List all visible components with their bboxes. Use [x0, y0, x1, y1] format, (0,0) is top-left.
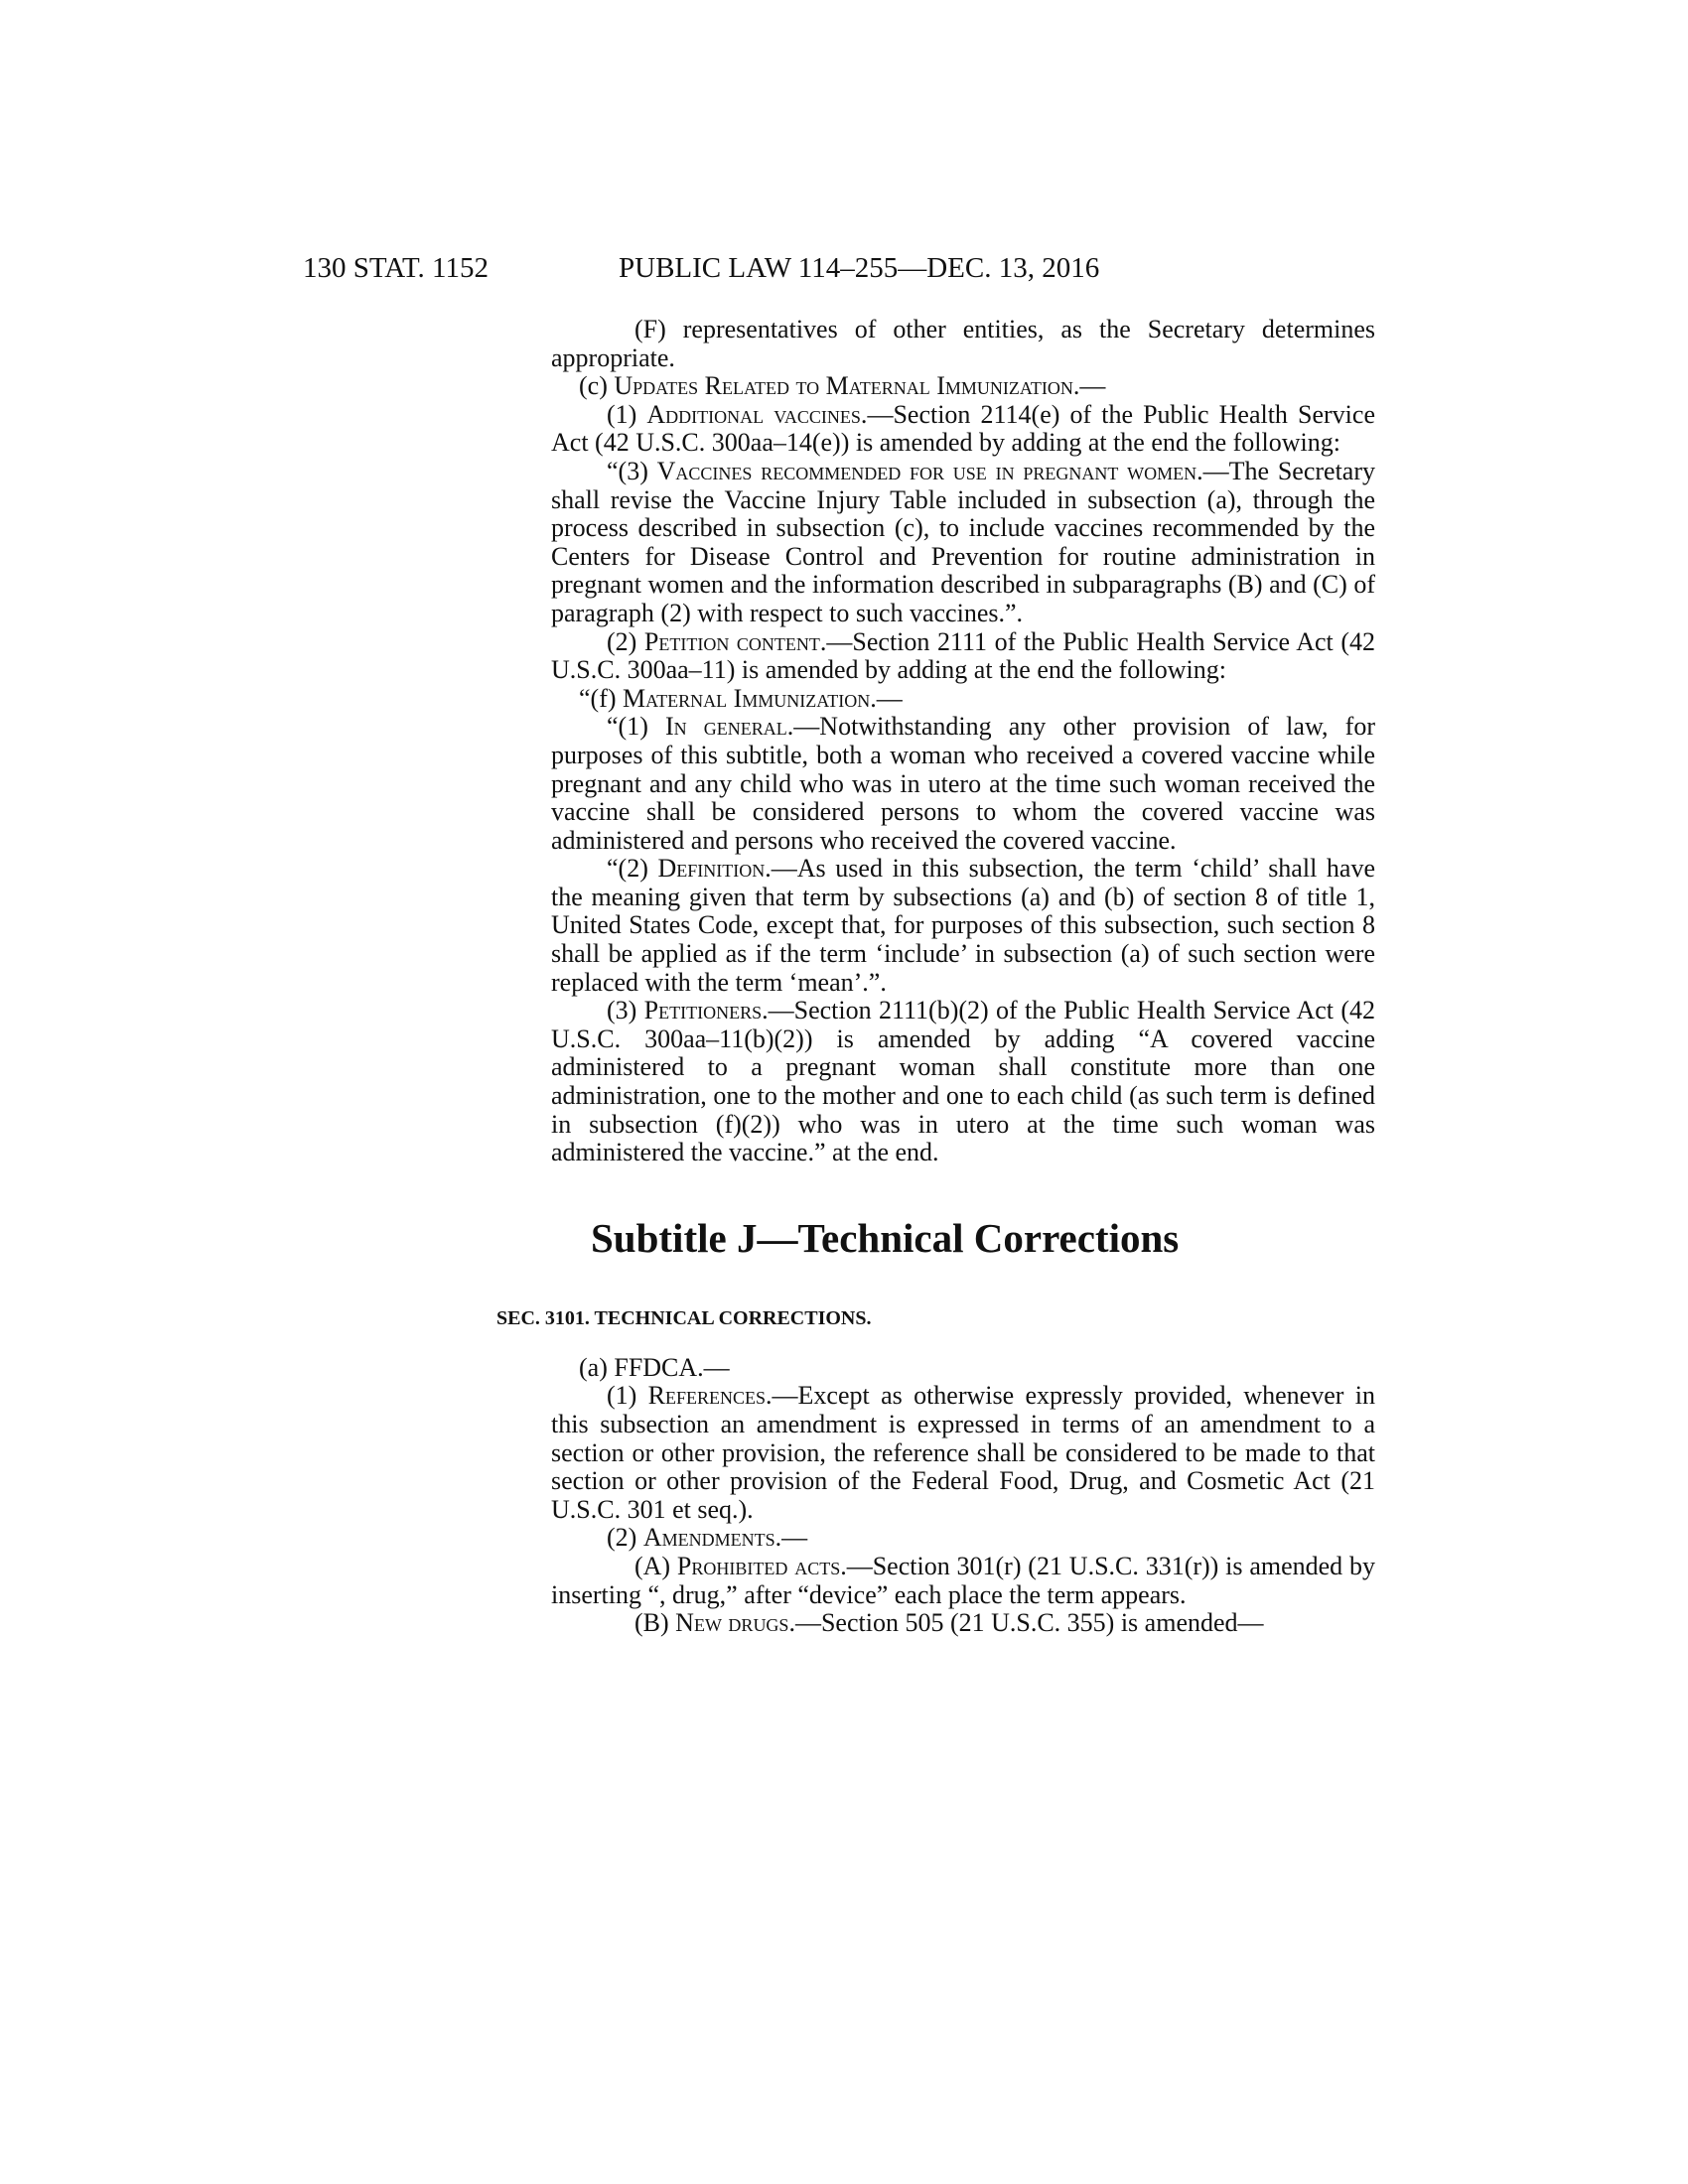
paragraph-f-representatives: (F) representatives of other entities, as the Secretary determines appropriate.	[551, 315, 1375, 372]
heading-vaccines-pregnant-women: Vaccines recommended for use in pregnant women.	[656, 456, 1203, 485]
heading-petition-content: Petition content.	[643, 626, 827, 656]
paragraph-a-prohibited-acts: (A) Prohibited acts.—Section 301(r) (21 U.S.C. 331(r)) is amended by inserting “, drug,” after “device” each place the term appears.	[551, 1551, 1375, 1609]
heading-additional-vaccines: Additional vaccines.	[646, 399, 868, 429]
paragraph-c-maternal-immunization-updates: (c) Updates Related to Maternal Immunization.—	[579, 371, 1106, 401]
paragraph-1-in-general: “(1) In general.—Notwithstanding any other provision of law, for purposes of this subtitle, both a woman who received a covered vaccine while pregnant and any child who was in utero at the time such woman received the vaccine shall be considered persons to whom the covered vaccine was administered and persons who received the covered vaccine.	[551, 712, 1375, 855]
paragraph-a-ffdca: (a) FFDCA.—	[579, 1352, 730, 1382]
paragraph-3-petitioners: (3) Petitioners.—Section 2111(b)(2) of the Public Health Service Act (42 U.S.C. 300aa–11(b)(2)) is amended by adding “A covered vaccine administered to a pregnant woman shall constitute more than one administration, one to the mother and one to each child (as such term is defined in subsection (f)(2)) who was in utero at the time such woman was administered the vaccine.” at the end.	[551, 996, 1375, 1167]
heading-new-drugs: New drugs.	[675, 1608, 795, 1638]
section-heading: SEC. 3101. TECHNICAL CORRECTIONS.	[496, 1306, 872, 1329]
paragraph-f-maternal-immunization: “(f) Maternal Immunization.—	[579, 683, 903, 713]
heading-prohibited-acts: Prohibited acts.	[676, 1551, 847, 1580]
paragraph-3-vaccines-pregnant-women: “(3) Vaccines recommended for use in pregnant women.—The Secretary shall revise the Vaccine Injury Table included in subsection (a), through the process described in subsection (c), to include vaccines recommended by the Centers for Disease Control and Prevention for routine administration in pregnant women and the information described in subparagraphs (B) and (C) of paragraph (2) with respect to such vaccines.”.	[551, 456, 1375, 627]
heading-in-general: In general.	[665, 712, 794, 742]
document-body	[496, 315, 1376, 1638]
heading-maternal-immunization: Maternal Immunization.—	[623, 683, 903, 713]
paragraph-2-amendments: (2) Amendments.—	[607, 1523, 808, 1553]
heading-amendments: Amendments.—	[642, 1523, 808, 1553]
stat-reference: 130 STAT. 1152	[303, 252, 489, 284]
paragraph-2-petition-content: (2) Petition content.—Section 2111 of the Public Health Service Act (42 U.S.C. 300aa–11) is amended by adding at the end the following:	[551, 626, 1375, 685]
paragraph-b-new-drugs: (B) New drugs.—Section 505 (21 U.S.C. 355) is amended—	[634, 1608, 1264, 1638]
heading-references: References.	[647, 1381, 773, 1411]
subtitle-heading: Subtitle J—Technical Corrections	[591, 1214, 1180, 1261]
running-head	[303, 248, 1375, 288]
paragraph-1-references: (1) References.—Except as otherwise expressly provided, whenever in this subsection an amendment is expressed in terms of an amendment to a section or other provision, the reference shall be considered to be made to that section or other provision of the Federal Food, Drug, and Cosmetic Act (21 U.S.C. 301 et seq.).	[551, 1381, 1375, 1524]
heading-updates-maternal-immunization: Updates Related to Maternal Immunization.—	[614, 371, 1106, 401]
paragraph-1-additional-vaccines: (1) Additional vaccines.—Section 2114(e) of the Public Health Service Act (42 U.S.C. 300aa–14(e)) is amended by adding at the end the following:	[551, 399, 1375, 458]
heading-petitioners: Petitioners.	[643, 996, 769, 1025]
paragraph-2-definition: “(2) Definition.—As used in this subsection, the term ‘child’ shall have the meaning given that term by subsections (a) and (b) of section 8 of title 1, United States Code, except that, for purposes of this subsection, such section 8 shall be applied as if the term ‘include’ in subsection (a) of such section were replaced with the term ‘mean’.”.	[551, 854, 1376, 997]
public-law-title: PUBLIC LAW 114–255—DEC. 13, 2016	[619, 252, 1100, 284]
heading-definition: Definition.	[657, 854, 772, 884]
